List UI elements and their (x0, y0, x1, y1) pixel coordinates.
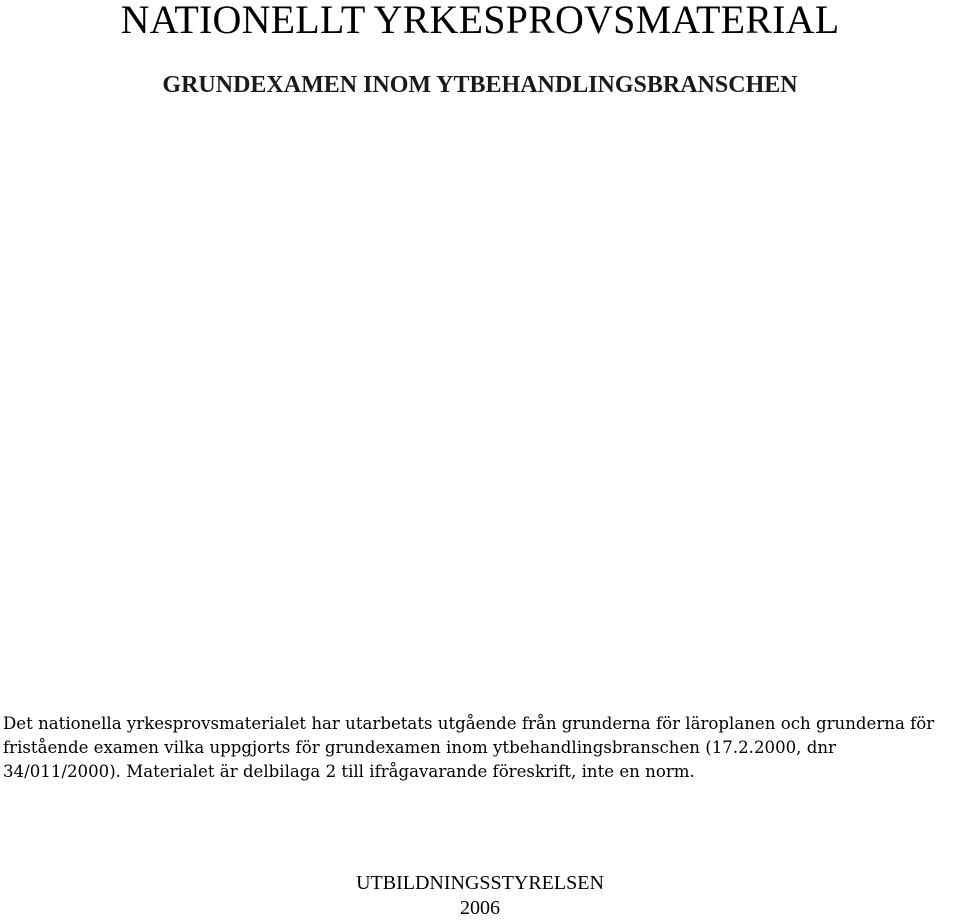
publisher-name: UTBILDNINGSSTYRELSEN (356, 872, 604, 894)
publication-year: 2006 (460, 897, 500, 919)
description-line: 34/011/2000). Materialet är delbilaga 2 till ifrågavarande föreskrift, inte en norm. (3, 762, 695, 781)
description-line: fristående examen vilka uppgjorts för grundexamen inom ytbehandlingsbranschen (17.2.2000, dnr (3, 738, 836, 757)
document-subtitle: GRUNDEXAMEN INOM YTBEHANDLINGSBRANSCHEN (162, 72, 798, 98)
description-paragraph (3, 712, 958, 784)
description-line: Det nationella yrkesprovsmaterialet har utarbetats utgående från grunderna för läroplanen och grunderna för (3, 714, 935, 733)
document-title: NATIONELLT YRKESPROVSMATERIAL (120, 0, 840, 42)
